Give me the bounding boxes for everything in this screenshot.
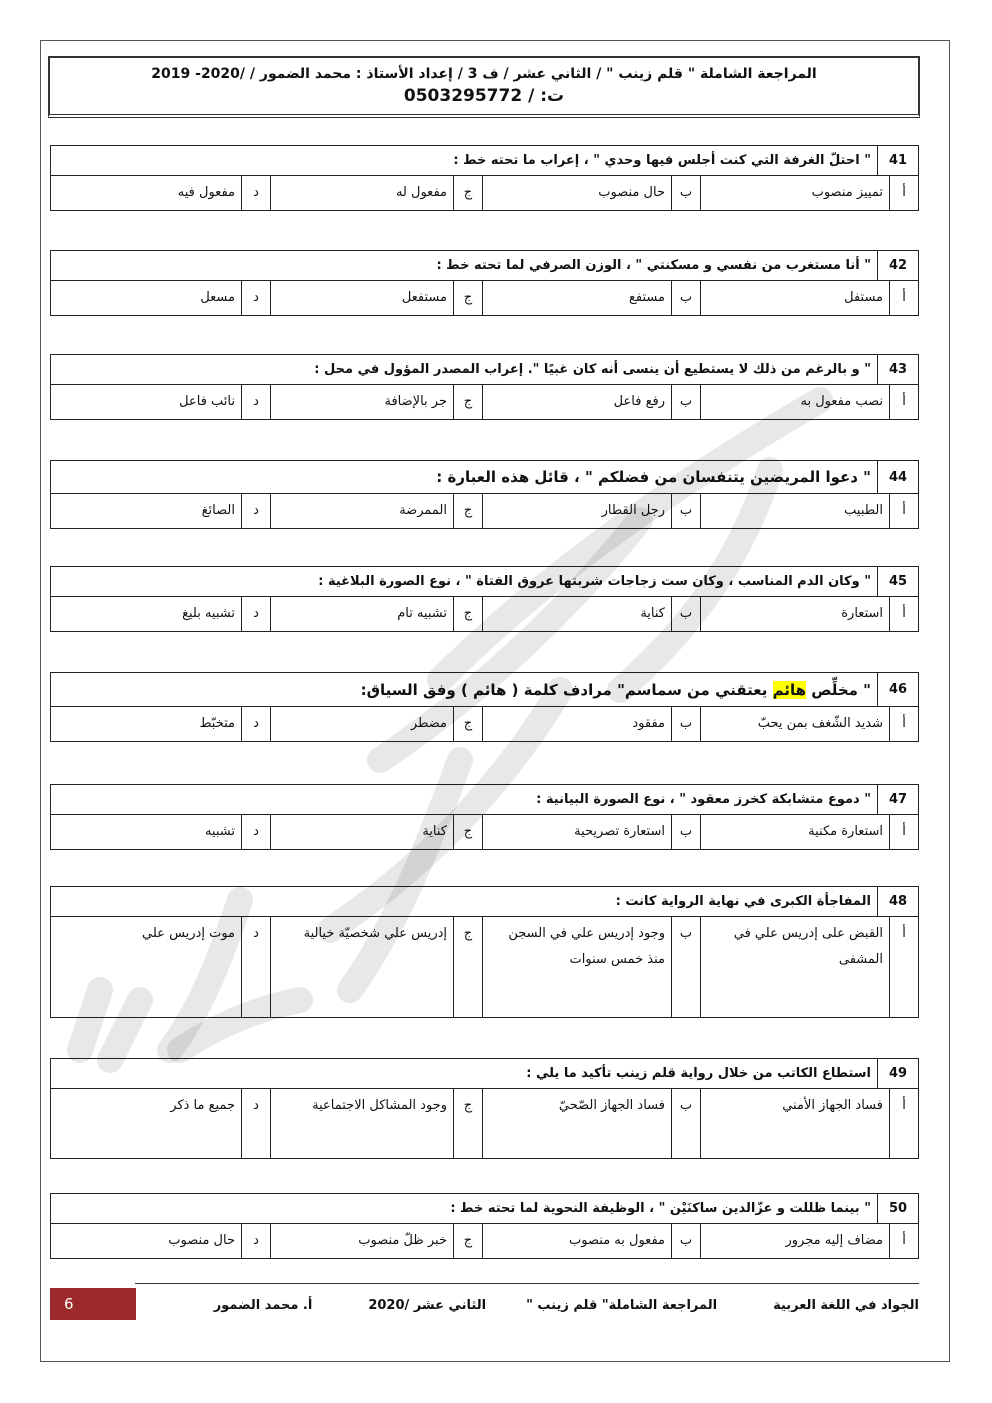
option-c[interactable]: خبر ظلّ منصوب [270,1224,453,1258]
footer [135,1292,919,1318]
option-label: ج [453,385,482,419]
option-label: ج [453,494,482,528]
question-number: 46 [877,673,918,706]
option-c[interactable]: مستفعل [270,281,453,315]
question-text: " احتلّ الغرفة التي كنت أجلس فيها وحدي " ، إعراب ما تحته خط : [453,153,871,168]
option-label: د [241,707,270,741]
option-label: أ [889,815,918,849]
question-43 [50,354,919,420]
question-text: " أنا مستغرب من نفسي و مسكنتي " ، الوزن الصرفي لما تحته خط : [436,258,871,273]
header-phone: ت: / 0503295772 [403,86,565,106]
option-c[interactable]: مفعول له [270,176,453,210]
question-number: 41 [877,146,918,175]
option-label: د [241,494,270,528]
footer-divider [135,1283,919,1284]
option-label: ب [671,281,700,315]
question-text: " دعوا المريضين يتنفسان من فضلكم " ، قائل هذه العبارة : [436,468,871,486]
option-label: ج [453,281,482,315]
option-label: ج [453,1224,482,1258]
question-text [51,673,877,706]
option-b[interactable]: مفعول به منصوب [482,1224,671,1258]
option-c[interactable]: كناية [270,815,453,849]
option-b[interactable]: حال منصوب [482,176,671,210]
option-label: ج [453,707,482,741]
option-b[interactable]: فساد الجهاز الصّحيّ [482,1089,671,1158]
question-text: " و بالرغم من ذلك لا يستطيع أن ينسى أنه كان غبيًا ". إعراب المصدر المؤول في محل : [314,362,871,377]
option-a[interactable]: الطبيب [700,494,889,528]
option-label: أ [889,281,918,315]
option-label: أ [889,385,918,419]
question-number: 43 [877,355,918,384]
option-c[interactable]: الممرضة [270,494,453,528]
option-label: د [241,281,270,315]
option-label: د [241,597,270,631]
option-label: ب [671,1224,700,1258]
question-50 [50,1193,919,1259]
option-a[interactable]: القبض على إدريس علي في المشفى [700,917,889,1017]
question-text: " دموع متشابكة كخرز معقود " ، نوع الصورة البيانية : [536,792,871,807]
question-number: 47 [877,785,918,814]
option-d[interactable]: الصائغ [201,503,235,518]
option-a[interactable]: فساد الجهاز الأمني [700,1089,889,1158]
question-number: 42 [877,251,918,280]
option-a[interactable]: شديد الشّغف بمن يحبّ [700,707,889,741]
question-text: " بينما ظللت و عزّالدين ساكنَيْن " ، الوظيفة النحوية لما تحته خط : [450,1201,871,1216]
footer-subject: الجواد في اللغة العربية [773,1297,919,1313]
header-title: المراجعة الشاملة " قلم زينب " / الثاني عشر / ف 3 / إعداد الأستاذ : محمد الضمور / /2020- 2019 [151,66,817,82]
option-label: د [241,385,270,419]
question-number: 49 [877,1059,918,1088]
option-a[interactable]: تمييز منصوب [700,176,889,210]
highlighted-word: هائم [772,680,807,699]
question-text: استطاع الكاتب من خلال رواية قلم زينب تأكيد ما يلي : [526,1066,871,1081]
option-b[interactable]: رفع فاعل [482,385,671,419]
option-b[interactable]: مستفع [482,281,671,315]
question-text-after: يعتقني من سماسم" مرادف كلمة ( هائم ) وفق السياق: [360,680,773,699]
option-label: أ [889,1089,918,1158]
option-a[interactable]: مستفل [700,281,889,315]
option-a[interactable]: استعارة مكنية [700,815,889,849]
question-number: 48 [877,887,918,916]
option-label: د [241,1089,270,1158]
footer-teacher: أ. محمد الضمور [213,1297,313,1313]
question-44 [50,460,919,529]
option-label: أ [889,176,918,210]
option-label: ب [671,385,700,419]
question-47 [50,784,919,850]
option-c[interactable]: وجود المشاكل الاجتماعية [270,1089,453,1158]
option-label: ب [671,176,700,210]
footer-review: المراجعة الشاملة" قلم زينب " [526,1297,718,1313]
option-d[interactable]: مسعل [200,290,235,305]
option-label: أ [889,707,918,741]
option-label: أ [889,597,918,631]
question-48 [50,886,919,1018]
option-label: د [241,815,270,849]
option-label: ب [671,815,700,849]
option-label: د [241,917,270,1017]
option-d[interactable]: جميع ما ذكر [170,1098,235,1113]
page-number: 6 [50,1288,136,1320]
option-d[interactable]: موت إدريس علي [142,926,235,941]
option-label: ج [453,176,482,210]
option-a[interactable]: استعارة [700,597,889,631]
option-d[interactable]: تشبيه [204,824,235,839]
option-c[interactable]: تشبيه تام [270,597,453,631]
option-label: أ [889,1224,918,1258]
option-c[interactable]: مضطر [270,707,453,741]
option-label: أ [889,917,918,1017]
option-label: ج [453,597,482,631]
option-d[interactable]: حال منصوب [168,1233,235,1248]
option-d[interactable]: نائب فاعل [179,394,235,409]
question-41 [50,145,919,211]
question-45 [50,566,919,632]
option-c[interactable]: إدريس علي شخصيّة خيالية [270,917,453,1017]
option-b[interactable]: مفقود [482,707,671,741]
option-b[interactable]: وجود إدريس علي في السجن منذ خمس سنوات [482,917,671,1017]
option-label: د [241,1224,270,1258]
option-d[interactable]: مفعول فيه [177,185,235,200]
option-d[interactable]: تشبيه بليغ [182,606,235,621]
option-c[interactable]: جر بالإضافة [270,385,453,419]
option-label: ج [453,1089,482,1158]
option-b[interactable]: كناية [482,597,671,631]
option-label: ب [671,707,700,741]
question-number: 45 [877,567,918,596]
option-label: ج [453,917,482,1017]
question-text-before: " مخلِّص [806,680,871,699]
option-d[interactable]: متخبّط [199,716,235,731]
question-46 [50,672,919,742]
option-label: ب [671,494,700,528]
question-number: 50 [877,1194,918,1223]
option-label: ب [671,1089,700,1158]
option-a[interactable]: مضاف إليه مجرور [700,1224,889,1258]
question-text: المفاجأة الكبرى في نهاية الرواية كانت : [615,894,871,909]
option-label: ج [453,815,482,849]
question-49 [50,1058,919,1159]
question-42 [50,250,919,316]
option-label: د [241,176,270,210]
question-text: " وكان الدم المناسب ، وكان ست زجاجات شربتها عروق الفتاة " ، نوع الصورة البلاغية : [318,574,871,589]
question-number: 44 [877,461,918,493]
option-b[interactable]: رجل القطار [482,494,671,528]
header-box [48,56,920,118]
option-label: ب [671,597,700,631]
option-a[interactable]: نصب مفعول به [700,385,889,419]
option-b[interactable]: استعارة تصريحية [482,815,671,849]
footer-grade: الثاني عشر /2020 [368,1297,487,1313]
option-label: أ [889,494,918,528]
option-label: ب [671,917,700,1017]
